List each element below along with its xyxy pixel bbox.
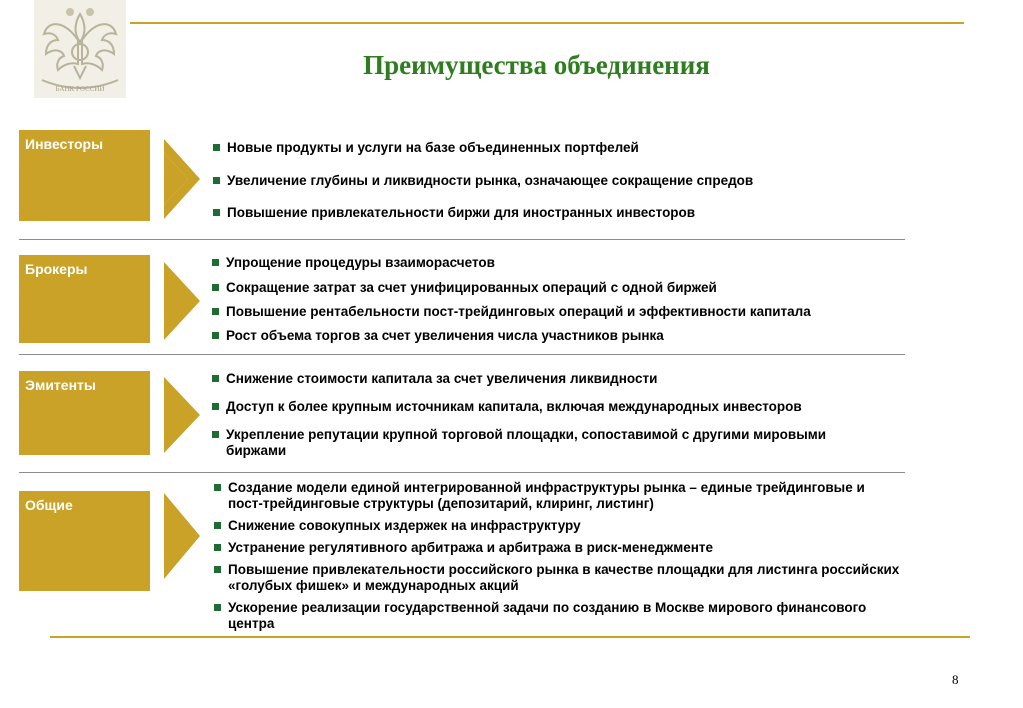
bullet-icon	[212, 259, 219, 266]
list-item: Повышение привлекательности российского рынка в качестве площадки для листинга российских «голубых фишек» и международных акций	[214, 562, 948, 594]
footer-rule	[50, 636, 970, 638]
list-item: Создание модели единой интегрированной инфраструктуры рынка – единые трейдинговые и пост-трейдинговые структуры (депозитарий, клиринг, листинг)	[214, 480, 888, 512]
chevron-arrow-icon	[164, 262, 200, 340]
list-item: Снижение совокупных издержек на инфраструктуру	[214, 518, 581, 534]
bullet-icon	[214, 484, 221, 491]
bank-emblem-logo	[34, 0, 126, 98]
bullet-icon	[214, 522, 221, 529]
bullet-icon	[213, 144, 220, 151]
bullet-icon	[214, 604, 221, 611]
bullet-icon	[214, 566, 221, 573]
bullet-icon	[212, 284, 219, 291]
chevron-arrow-icon	[164, 493, 200, 579]
list-item: Устранение регулятивного арбитража и арбитража в риск-менеджменте	[214, 540, 713, 556]
list-item: Повышение привлекательности биржи для иностранных инвесторов	[213, 205, 695, 221]
header-rule	[130, 22, 964, 24]
section-label-investors: Инвесторы	[19, 130, 150, 221]
list-item: Увеличение глубины и ликвидности рынка, означающее сокращение спредов	[213, 173, 753, 189]
bullet-icon	[213, 209, 220, 216]
list-item: Укрепление репутации крупной торговой площадки, сопоставимой с другими мировыми биржами	[212, 427, 866, 459]
svg-text:БАНК РОССИИ: БАНК РОССИИ	[55, 85, 105, 93]
list-item: Рост объема торгов за счет увеличения числа участников рынка	[212, 328, 664, 344]
bullet-icon	[212, 332, 219, 339]
chevron-arrow-icon	[164, 377, 200, 453]
bullet-icon	[213, 177, 220, 184]
page-title: Преимущества объединения	[363, 50, 710, 80]
list-item: Снижение стоимости капитала за счет увеличения ликвидности	[212, 371, 657, 387]
list-item: Упрощение процедуры взаиморасчетов	[212, 255, 495, 271]
bullet-icon	[212, 308, 219, 315]
list-item: Ускорение реализации государственной задачи по созданию в Москве мирового финансового центра	[214, 600, 888, 632]
section-label-issuers: Эмитенты	[19, 371, 150, 455]
list-item: Сокращение затрат за счет унифицированных операций с одной биржей	[212, 280, 717, 296]
bullet-icon	[212, 403, 219, 410]
section-label-brokers: Брокеры	[19, 255, 150, 343]
chevron-arrow-icon	[164, 139, 200, 219]
bullet-icon	[212, 375, 219, 382]
section-divider	[19, 354, 905, 355]
bullet-icon	[212, 431, 219, 438]
section-divider	[19, 472, 905, 473]
list-item: Новые продукты и услуги на базе объединенных портфелей	[213, 140, 639, 156]
page-number: 8	[952, 672, 959, 687]
list-item: Доступ к более крупным источникам капитала, включая международных инвесторов	[212, 399, 802, 415]
section-divider	[19, 239, 905, 240]
bullet-icon	[214, 544, 221, 551]
section-label-general: Общие	[19, 491, 150, 591]
list-item: Повышение рентабельности пост-трейдинговых операций и эффективности капитала	[212, 304, 811, 320]
